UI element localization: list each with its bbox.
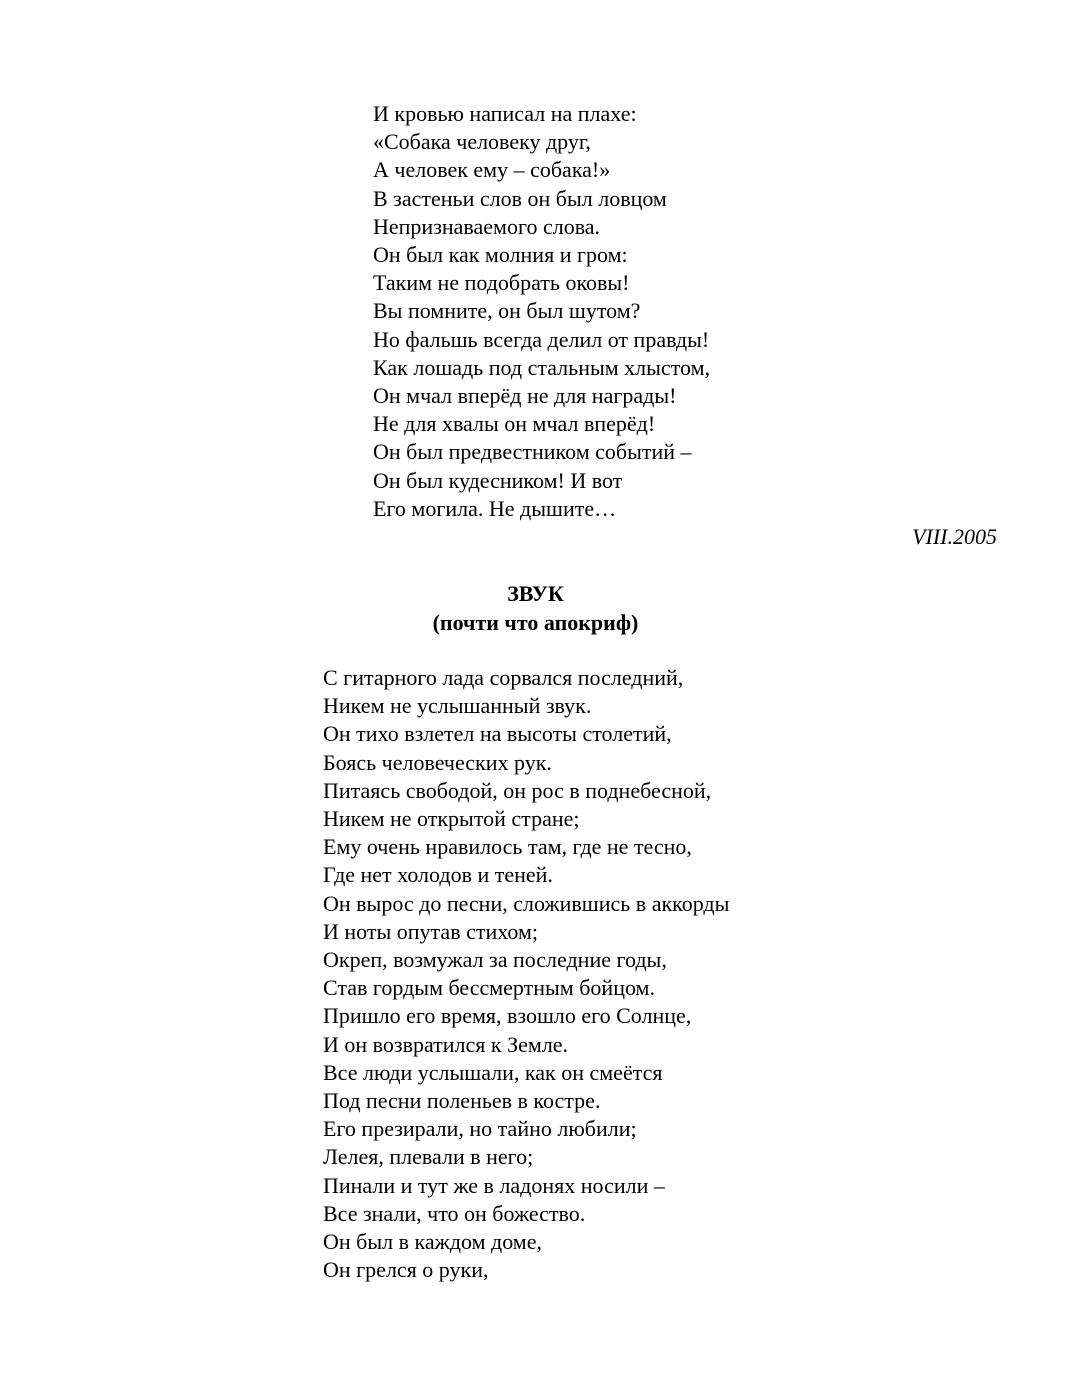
poem-line: Не для хвалы он мчал вперёд!: [373, 411, 656, 437]
poem-line: Все знали, что он божество.: [323, 1200, 586, 1226]
poem-date: VIII.2005: [912, 524, 997, 549]
poem-bottom: [323, 664, 1023, 1284]
poem-line: Пришло его время, взошло его Солнце,: [323, 1003, 692, 1029]
poem-line: Все люди услышали, как он смеётся: [323, 1059, 663, 1085]
poem-line: Он был в каждом доме,: [323, 1229, 542, 1255]
poem-line: Он вырос до песни, сложившись в аккорды: [323, 890, 730, 916]
poem-line: И ноты опутав стихом;: [323, 918, 539, 944]
poem-line: В застеньи слов он был ловцом: [373, 185, 667, 211]
poem-line: И он возвратился к Земле.: [323, 1031, 569, 1057]
poem-line: Вы помните, он был шутом?: [373, 298, 641, 324]
poem-line: С гитарного лада сорвался последний,: [323, 665, 684, 690]
poem-line: Питаясь свободой, он рос в поднебесной,: [323, 777, 712, 803]
poem-line: Его могила. Не дышите…: [373, 495, 617, 521]
poem-line: Пинали и тут же в ладонях носили –: [323, 1172, 665, 1198]
poem-line: Став гордым бессмертным бойцом.: [323, 975, 655, 1001]
poem-line: Где нет холодов и теней.: [323, 862, 553, 888]
poem-line: Непризнаваемого слова.: [373, 213, 601, 239]
poem-heading: [0, 579, 1071, 637]
poem-line: И кровью написал на плахе:: [373, 101, 637, 126]
poem-line: Но фальшь всегда делил от правды!: [373, 326, 710, 352]
poem-line: Он тихо взлетел на высоты столетий,: [323, 721, 672, 747]
poem-line: Под песни поленьев в костре.: [323, 1088, 601, 1114]
poem-line: Окреп, возмужал за последние годы,: [323, 947, 667, 973]
poem-title: ЗВУК: [507, 581, 564, 606]
poem-line: Боясь человеческих рук.: [323, 749, 552, 775]
poem-line: Он грелся о руки,: [323, 1257, 489, 1283]
poem-line: Никем не открытой стране;: [323, 806, 580, 832]
poem-line: А человек ему – собака!»: [373, 157, 611, 183]
poem-line: Он был как молния и гром:: [373, 242, 628, 268]
poem-line: Как лошадь под стальным хлыстом,: [373, 354, 711, 380]
poem-line: Он был кудесником! И вот: [373, 467, 623, 493]
poem-subtitle: (почти что апокриф): [432, 610, 639, 635]
poem-line: «Собака человеку друг,: [373, 129, 591, 155]
poem-line: Таким не подобрать оковы!: [373, 270, 630, 296]
poem-line: Он был предвестником событий –: [373, 439, 692, 465]
poem-line: Его презирали, но тайно любили;: [323, 1116, 637, 1142]
poem-top: [373, 100, 993, 523]
poem-line: Никем не услышанный звук.: [323, 693, 592, 719]
poem-line: Ему очень нравилось там, где не тесно,: [323, 834, 692, 860]
poem-line: Лелея, плевали в него;: [323, 1144, 534, 1170]
poem-line: Он мчал вперёд не для награды!: [373, 383, 677, 409]
